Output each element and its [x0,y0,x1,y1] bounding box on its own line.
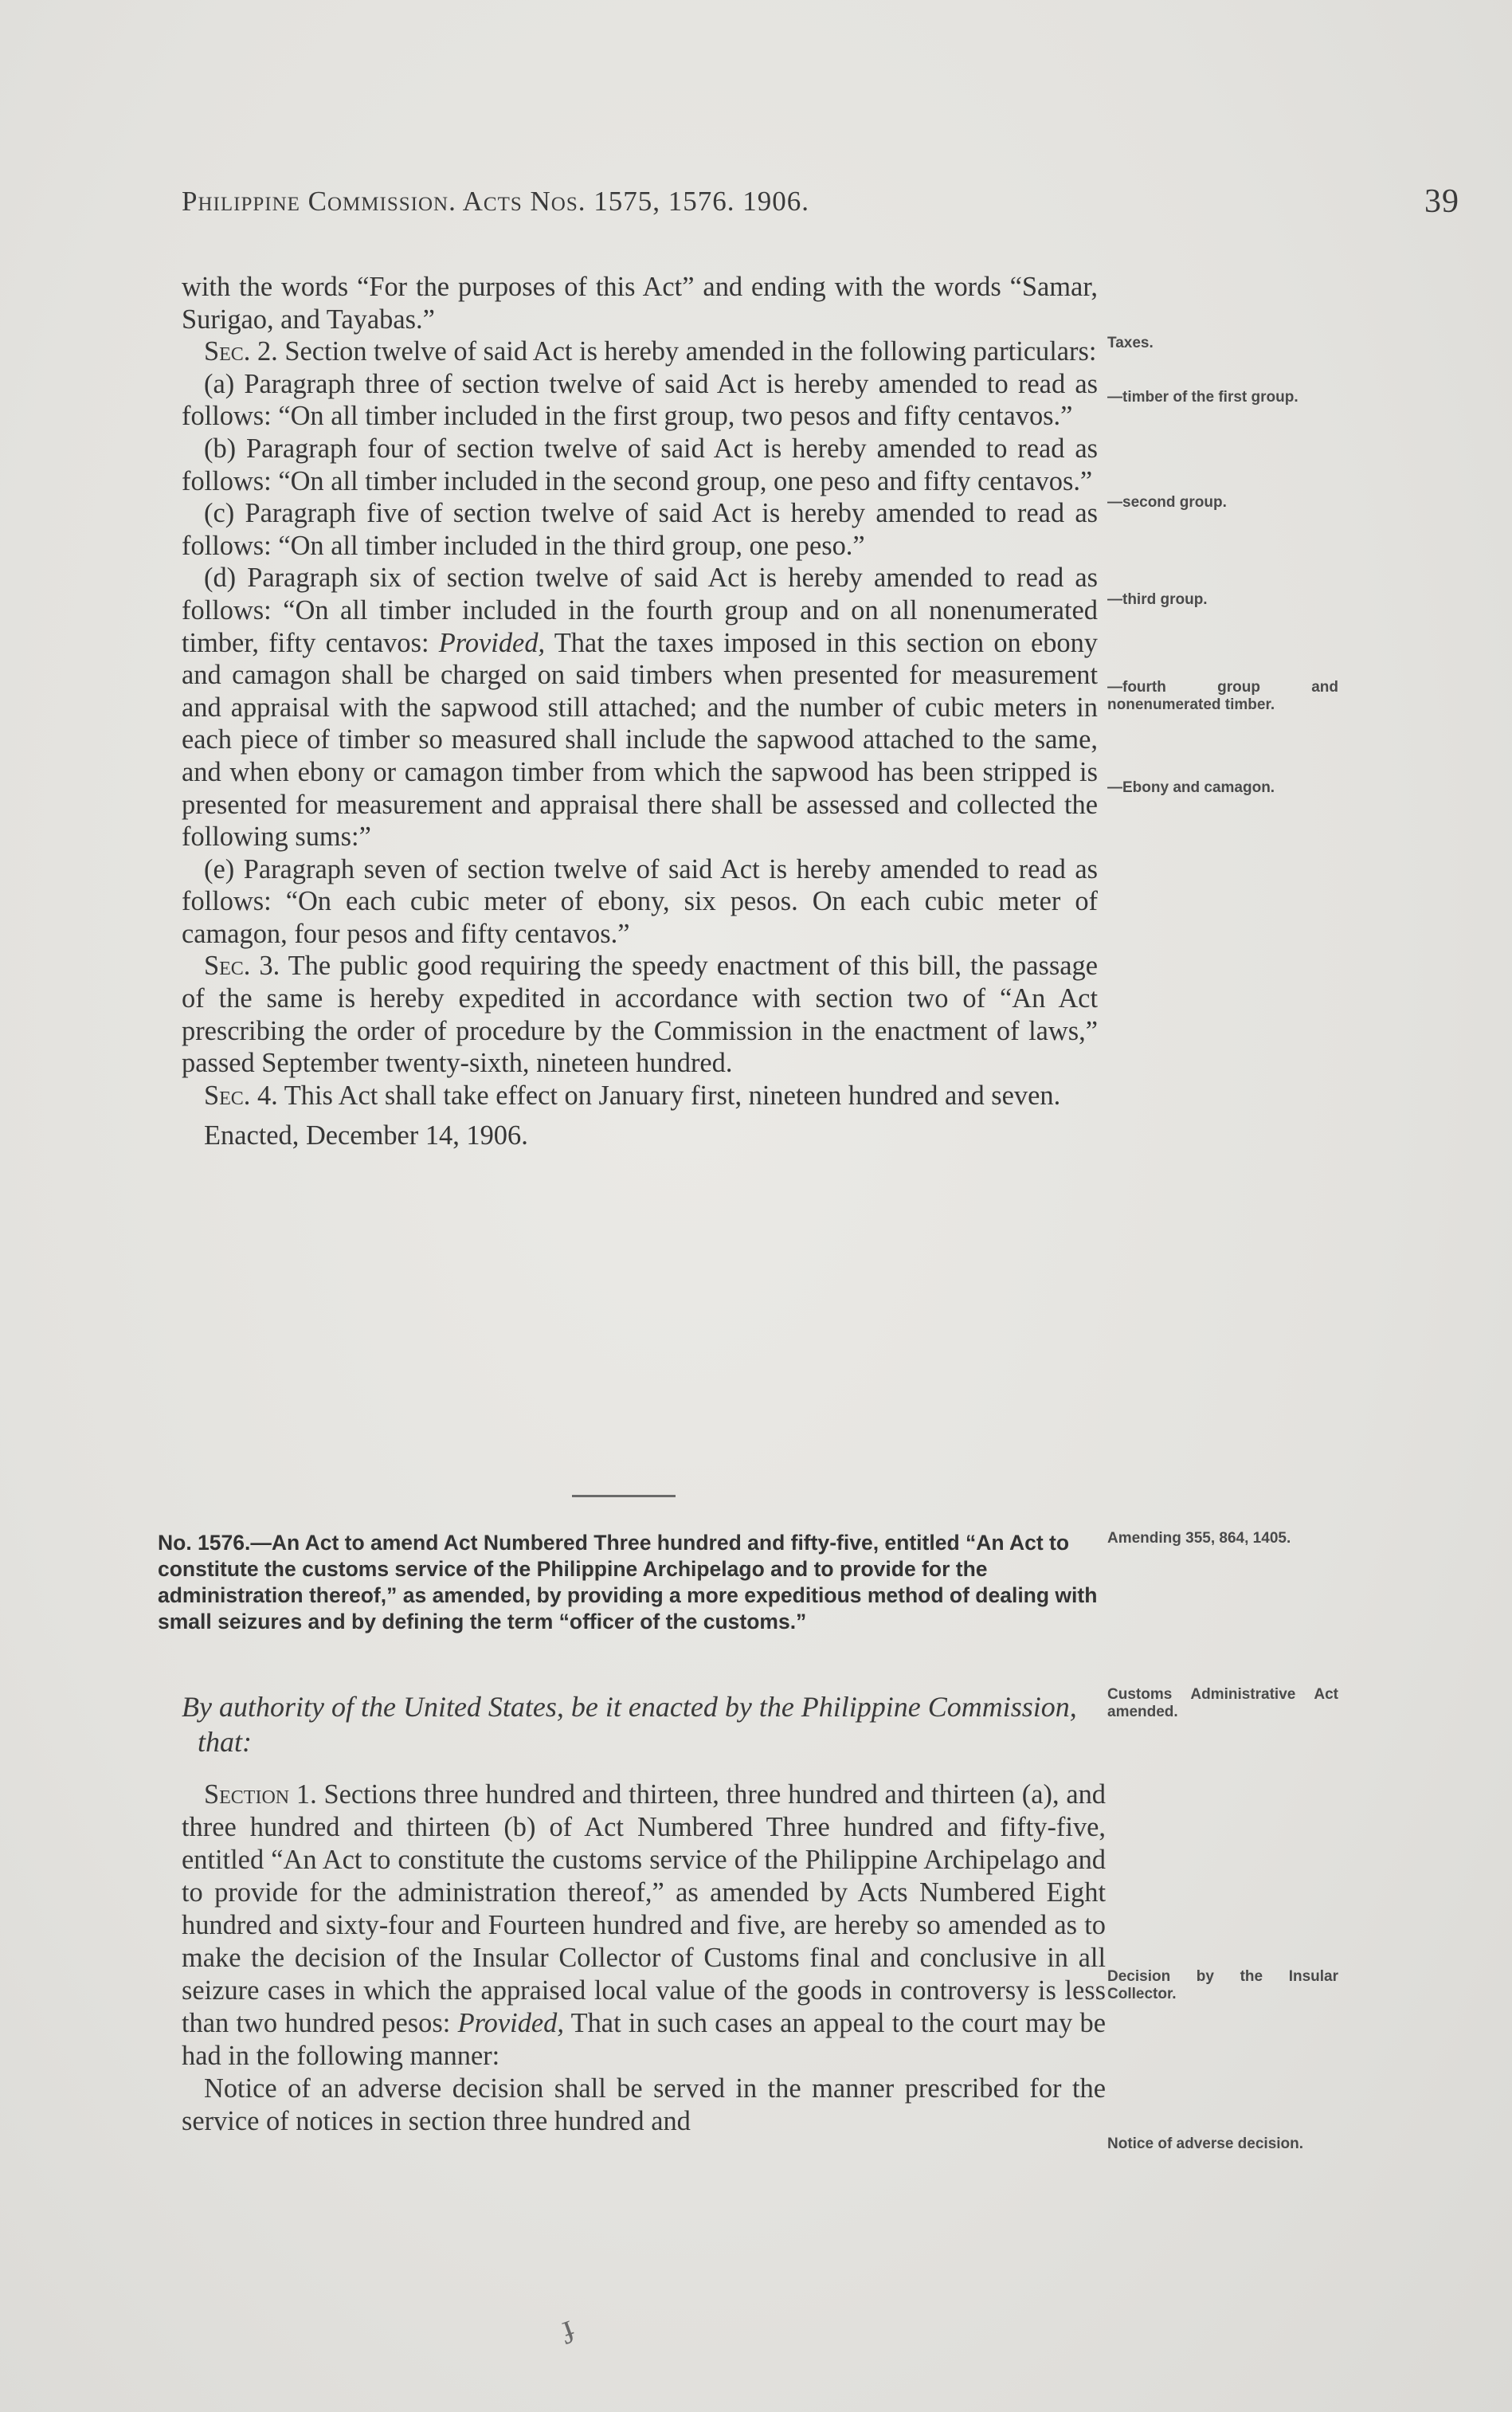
enacted-date: Enacted, December 14, 1906. [204,1120,528,1151]
paragraph-c: (c) Paragraph five of section twelve of said Act is hereby amended to read as follows: “On all timber included in the third group, one peso.” [182,498,1098,561]
section-2-label: Sec. 2. [204,336,278,367]
section-2 [182,335,1098,368]
act-1576-title: No. 1576.—An Act to amend Act Numbered Three hundred and fifty-five, entitled “An Act to constitute the customs service of the Philippine Archipelago and to provide for the administration thereof,” as amended, by providing a more expeditious method of dealing with small seizures and by defining the term “officer of the customs.” [158,1531,1098,1633]
paragraph-d-text-1: (d) Paragraph six of section twelve of said Act is hereby amended to read as follows: “On all timber included in the fourth group and on all nonenumerated timber, fifty centavos: [182,563,1098,658]
margin-note-notice: Notice of adverse decision. [1107,2136,1304,2152]
section-1-text-2: That in such cases an appeal to the court may be had in the following manner: [182,2008,1106,2071]
page-number: 39 [1424,183,1459,220]
section-divider [572,1495,676,1497]
margin-note-fourth-group: —fourth group and nonenumerated timber. [1107,679,1338,713]
margin-note-amending: Amending 355, 864, 1405. [1107,1530,1291,1547]
section-2-text: Section twelve of said Act is hereby amended in the following particulars: [277,336,1097,367]
enacting-clause: By authority of the United States, be it enacted by the Philippine Commission, that: [182,1691,1077,1758]
running-header [182,183,1459,233]
act-1576-title-block [158,1530,1106,1635]
section-4-text: This Act shall take effect on January first, nineteen hundred and seven. [277,1080,1061,1111]
paragraph-d-provided: Provided, [438,627,546,658]
margin-note-second-group: —second group. [1107,494,1227,511]
header-title: Philippine Commission. Acts Nos. 1575, 1576. 1906. [182,186,810,217]
notice-paragraph: Notice of an adverse decision shall be served in the manner prescribed for the service of notices in section three hundred and [182,2073,1106,2136]
margin-note-first-group: —timber of the first group. [1107,389,1299,406]
paragraph-a: (a) Paragraph three of section twelve of said Act is hereby amended to read as follows: “On all timber included in the first group, two pesos and fifty centavos.” [182,368,1098,432]
section-3-text: The public good requiring the speedy enactment of this bill, the passage of the same is hereby expedited in accordance with section two of “An Act prescribing the order of procedure by the Commission in the enactment of laws,” passed September twenty-sixth, nineteen hundred. [182,951,1098,1079]
ink-mark: ɟ [555,2307,578,2344]
act-1576-body [182,1779,1106,2138]
margin-note-decision: Decision by the Insular Collector. [1107,1968,1338,2002]
paragraph-d-text-2: That the taxes imposed in this section on ebony and camagon shall be charged on said timbers when presented for measurement and appraisal with the sapwood still attached; and the number of cubic meters in each piece of timber so measured shall include the sapwood attached to the same, and when ebony or camagon timber from which the sapwood has been stripped is presented for measurement and appraisal there shall be assessed and collected the following sums:” [182,627,1098,853]
margin-note-taxes: Taxes. [1107,335,1154,351]
enacting-clause-block [182,1689,1106,1759]
section-1-provided: Provided, [457,2008,564,2038]
margin-note-ebony: —Ebony and camagon. [1107,779,1275,796]
section-1-label: Section 1. [204,1779,317,1810]
margin-note-customs: Customs Administrative Act amended. [1107,1686,1338,1720]
paragraph-d [182,562,1098,853]
section-1-text-1: Sections three hundred and thirteen, three hundred and thirteen (a), and three hundred and thirteen (b) of Act Numbered Three hundred and fifty-five, entitled “An Act to constitute the customs service of the Philippine Archipelago and to provide for the administration thereof,” as amended by Acts Numbered Eight hundred and sixty-four and Fourteen hundred and five, are hereby so amended as to make the decision of the Insular Collector of Customs final and conclusive in all seizure cases in which the appraised local value of the goods in controversy is less than two hundred pesos: [182,1779,1106,2038]
margin-note-third-group: —third group. [1107,591,1208,608]
act-1575-body [182,271,1098,1152]
section-4 [182,1080,1098,1112]
paragraph-continuation: with the words “For the purposes of this Act” and ending with the words “Samar, Surigao, and Tayabas.” [182,272,1098,335]
section-4-label: Sec. 4. [204,1080,278,1111]
section-3 [182,950,1098,1079]
section-1 [182,1779,1106,2073]
section-3-label: Sec. 3. [204,951,280,982]
paragraph-e: (e) Paragraph seven of section twelve of said Act is hereby amended to read as follows: “On each cubic meter of ebony, six pesos. On each cubic meter of camagon, four pesos and fifty centavos.” [182,853,1098,949]
paragraph-b: (b) Paragraph four of section twelve of said Act is hereby amended to read as follows: “On all timber included in the second group, one peso and fifty centavos.” [182,433,1098,496]
